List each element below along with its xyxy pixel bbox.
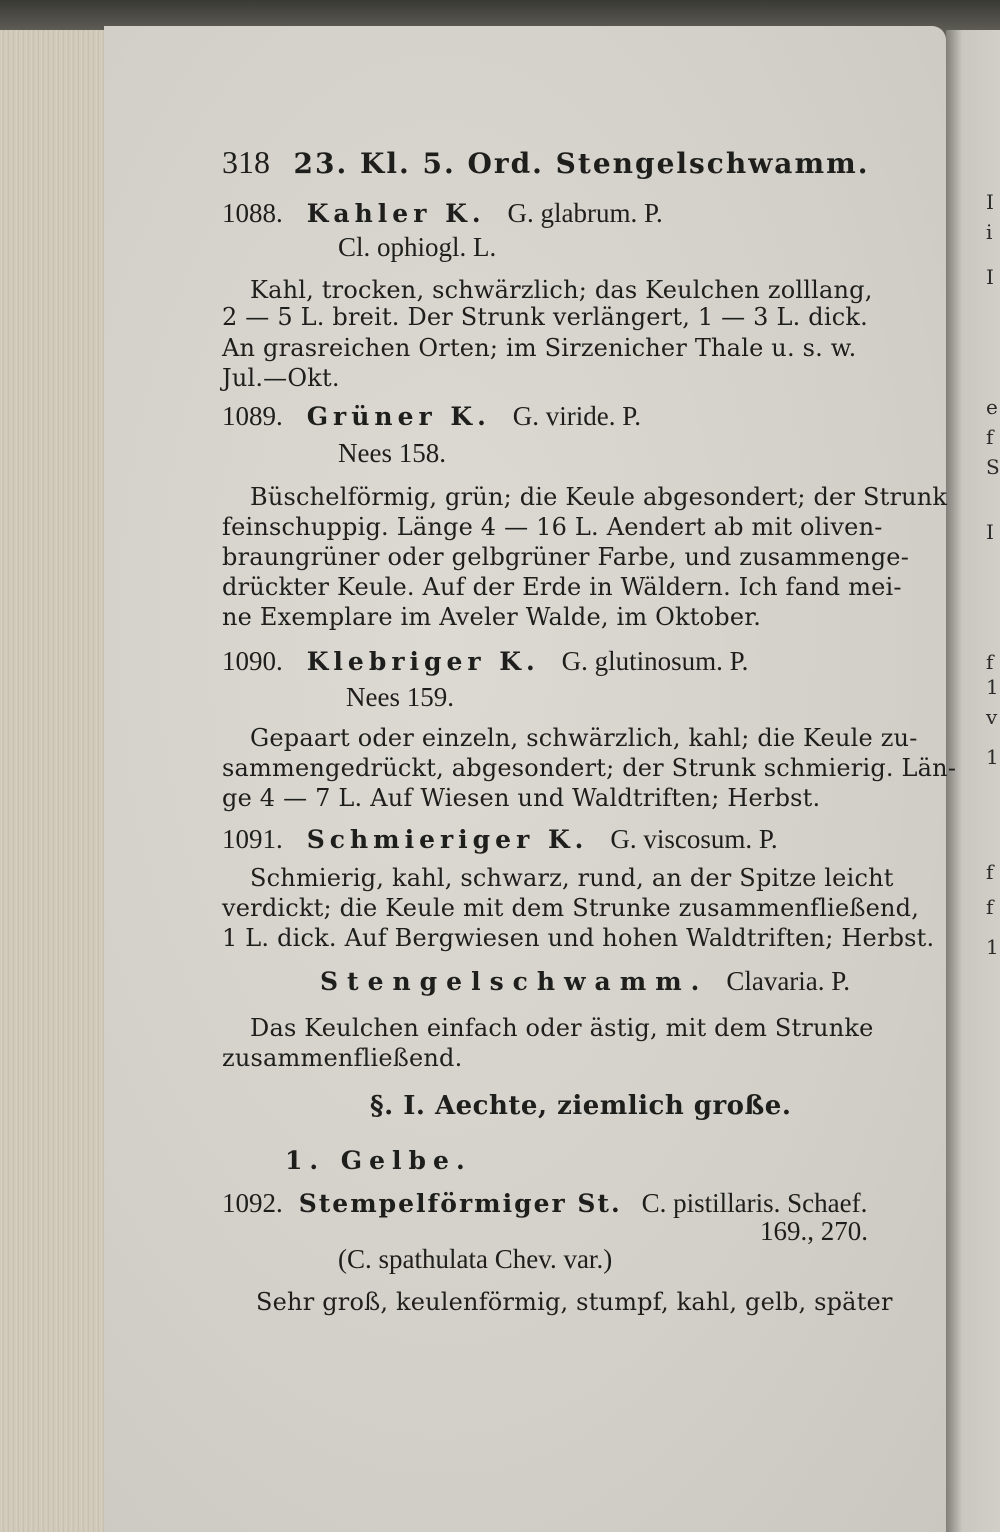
text-line: drückter Keule. Auf der Erde in Wäldern. Ich fand mei- bbox=[222, 573, 902, 601]
facing-letter: f bbox=[986, 425, 994, 449]
entry-ref: Nees 159. bbox=[346, 682, 454, 712]
entry-number: 1090. bbox=[222, 646, 283, 676]
entry-1091-heading bbox=[222, 826, 778, 853]
facing-letter: f bbox=[986, 860, 994, 884]
entry-ref: Nees 158. bbox=[338, 438, 446, 468]
facing-letter: I bbox=[986, 520, 994, 544]
page-block-edge bbox=[0, 30, 112, 1532]
text-line: feinschuppig. Länge 4 — 16 L. Aendert ab mit oliven- bbox=[222, 513, 883, 541]
page-number: 318 bbox=[222, 144, 270, 180]
text-line: ne Exemplare im Aveler Walde, im Oktober. bbox=[222, 603, 762, 631]
text-line: Das Keulchen einfach oder ästig, mit dem Strunke bbox=[250, 1014, 874, 1042]
text-line: verdickt; die Keule mit dem Strunke zusammenfließend, bbox=[222, 894, 920, 922]
running-title: 23. Kl. 5. Ord. Stengelschwamm. bbox=[293, 147, 870, 180]
entry-1089-heading bbox=[222, 403, 641, 430]
text-line: sammengedrückt, abgesondert; der Strunk schmierig. Län- bbox=[222, 754, 957, 782]
facing-letter: S bbox=[986, 455, 1000, 479]
facing-letter: 1 bbox=[986, 935, 999, 959]
text-line: braungrüner oder gelbgrüner Farbe, und zusammenge- bbox=[222, 543, 910, 571]
entry-name: Schmieriger K. bbox=[306, 825, 589, 854]
text-line: Büschelförmig, grün; die Keule abgesondert; der Strunk bbox=[250, 483, 948, 511]
running-header bbox=[222, 146, 869, 179]
entry-latin: G. glutinosum. P. bbox=[561, 646, 749, 676]
facing-letter: f bbox=[986, 650, 994, 674]
text-line: Jul.—Okt. bbox=[222, 364, 340, 392]
facing-letter: e bbox=[986, 395, 998, 419]
text-line: Schmierig, kahl, schwarz, rund, an der Spitze leicht bbox=[250, 864, 894, 892]
facing-letter: I bbox=[986, 190, 994, 214]
facing-letter: 1 bbox=[986, 675, 999, 699]
section-title: §. I. Aechte, ziemlich große. bbox=[370, 1091, 792, 1121]
text-line: Kahl, trocken, schwärzlich; das Keulchen zolllang, bbox=[250, 276, 873, 304]
text-line: ge 4 — 7 L. Auf Wiesen und Waldtriften; Herbst. bbox=[222, 784, 821, 812]
entry-latin: G. viscosum. P. bbox=[610, 824, 778, 854]
facing-letter: I bbox=[986, 265, 994, 289]
entry-latin: G. viride. P. bbox=[512, 401, 641, 431]
facing-letter: 1 bbox=[986, 745, 999, 769]
entry-name: Grüner K. bbox=[306, 402, 491, 431]
text-line: 1 L. dick. Auf Bergwiesen und hohen Waldtriften; Herbst. bbox=[222, 924, 935, 952]
genus-name: Stengelschwamm. bbox=[320, 967, 709, 996]
entry-latin: C. pistillaris. Schaef. bbox=[641, 1188, 868, 1218]
text-line: An grasreichen Orten; im Sirzenicher Thale u. s. w. bbox=[222, 334, 857, 362]
entry-number: 1089. bbox=[222, 401, 283, 431]
entry-1088-heading bbox=[222, 200, 663, 227]
subsection-title: 1. Gelbe. bbox=[285, 1146, 472, 1175]
facing-letter: v bbox=[986, 705, 998, 729]
text-line: Sehr groß, keulenförmig, stumpf, kahl, gelb, später bbox=[256, 1288, 893, 1316]
facing-letter: i bbox=[986, 220, 993, 244]
entry-latin-cont: 169., 270. bbox=[760, 1216, 868, 1246]
entry-name: Klebriger K. bbox=[306, 647, 540, 676]
entry-number: 1091. bbox=[222, 824, 283, 854]
entry-ref: (C. spathulata Chev. var.) bbox=[338, 1244, 613, 1274]
genus-latin: Clavaria. P. bbox=[726, 966, 851, 996]
text-line: Gepaart oder einzeln, schwärzlich, kahl; die Keule zu- bbox=[250, 724, 918, 752]
entry-latin: G. glabrum. P. bbox=[507, 198, 663, 228]
genus-heading bbox=[320, 968, 850, 995]
entry-number: 1092. bbox=[222, 1188, 283, 1218]
facing-letter: f bbox=[986, 895, 994, 919]
entry-ref: Cl. ophiogl. L. bbox=[338, 232, 497, 262]
entry-name: Kahler K. bbox=[306, 199, 486, 228]
entry-1090-heading bbox=[222, 648, 748, 675]
text-line: zusammenfließend. bbox=[222, 1044, 463, 1072]
entry-name: Stempelförmiger St. bbox=[298, 1189, 622, 1218]
text-line: 2 — 5 L. breit. Der Strunk verlängert, 1 — 3 L. dick. bbox=[222, 303, 868, 331]
entry-1092-heading bbox=[222, 1190, 867, 1217]
entry-number: 1088. bbox=[222, 198, 283, 228]
